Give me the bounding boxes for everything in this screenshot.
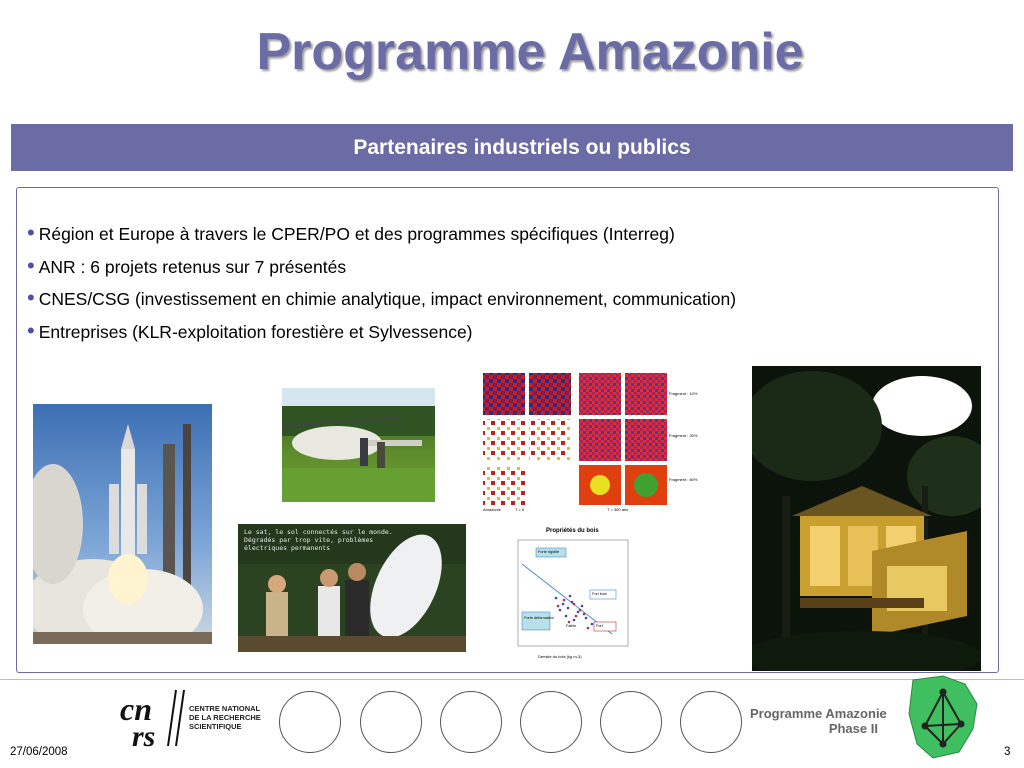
partner-logo-placeholder	[600, 691, 662, 753]
scatter-box-label: Fort	[596, 624, 603, 628]
scatter-box-label: Fort bois	[592, 592, 607, 596]
helicopter-photo	[282, 388, 435, 502]
bullet-dot-icon: •	[27, 252, 35, 278]
partner-logo-placeholder	[680, 691, 742, 753]
map-label: Fragment : 80%	[669, 477, 698, 482]
bullet-item: • Entreprises (KLR-exploitation forestière et Sylvessence)	[27, 317, 473, 343]
fragmentation-maps	[481, 371, 711, 515]
partner-logo-placeholder	[279, 691, 341, 753]
bullet-item: • CNES/CSG (investissement en chimie analytique, impact environnement, communication)	[27, 285, 737, 310]
scatter-box-label: Faible	[566, 624, 577, 628]
page-number: 3	[1004, 746, 1011, 758]
partner-logo-placeholder	[440, 691, 502, 753]
guyane-map-icon	[903, 674, 983, 760]
map-label: T = 0	[515, 507, 525, 512]
partner-logo-placeholder	[360, 691, 422, 753]
partner-logo-placeholder	[520, 691, 582, 753]
map-label: Fragment : 10%	[669, 391, 698, 396]
map-label: Amazonie	[483, 507, 501, 512]
footer-divider	[0, 679, 1024, 680]
rocket-launch-photo	[33, 404, 212, 644]
bullet-item: • Région et Europe à travers le CPER/PO et des programmes spécifiques (Interreg)	[27, 220, 675, 245]
dish-caption: Le sat, le sol connectés sur le monde. Dégradés par trop vite, problèmes électriques permanents	[244, 528, 393, 552]
scatter-box-label: Forte déformation	[524, 616, 554, 620]
forest-hut-photo	[752, 366, 981, 671]
programme-amazonie-logo-text: Programme Amazonie Phase II	[750, 706, 887, 736]
bullet-list	[27, 220, 737, 354]
bullet-item: • ANR : 6 projets retenus sur 7 présentés	[27, 252, 347, 278]
section-banner	[11, 124, 1013, 171]
bullet-dot-icon: •	[27, 285, 35, 310]
map-label: T = 300 ans	[607, 507, 629, 512]
satellite-dish-photo	[238, 524, 466, 652]
cnrs-name: CENTRE NATIONAL DE LA RECHERCHE SCIENTIFIQUE	[189, 704, 261, 731]
bullet-dot-icon: •	[27, 220, 35, 245]
scatter-xlabel: Densité du bois (kg m-3)	[538, 654, 582, 659]
scatter-title: Propriétés du bois	[546, 528, 599, 534]
page-title: Programme Amazonie	[256, 23, 804, 81]
svg-text:cn: cn	[120, 691, 152, 727]
wood-properties-scatter	[508, 526, 635, 664]
slide-date: 27/06/2008	[10, 746, 68, 758]
banner-text: Partenaires industriels ou publics	[353, 135, 691, 159]
bullet-dot-icon: •	[27, 317, 35, 343]
svg-text:rs: rs	[132, 720, 156, 750]
map-label: Fragment : 30%	[669, 433, 698, 438]
scatter-box-label: Forte rigidité	[538, 550, 560, 554]
